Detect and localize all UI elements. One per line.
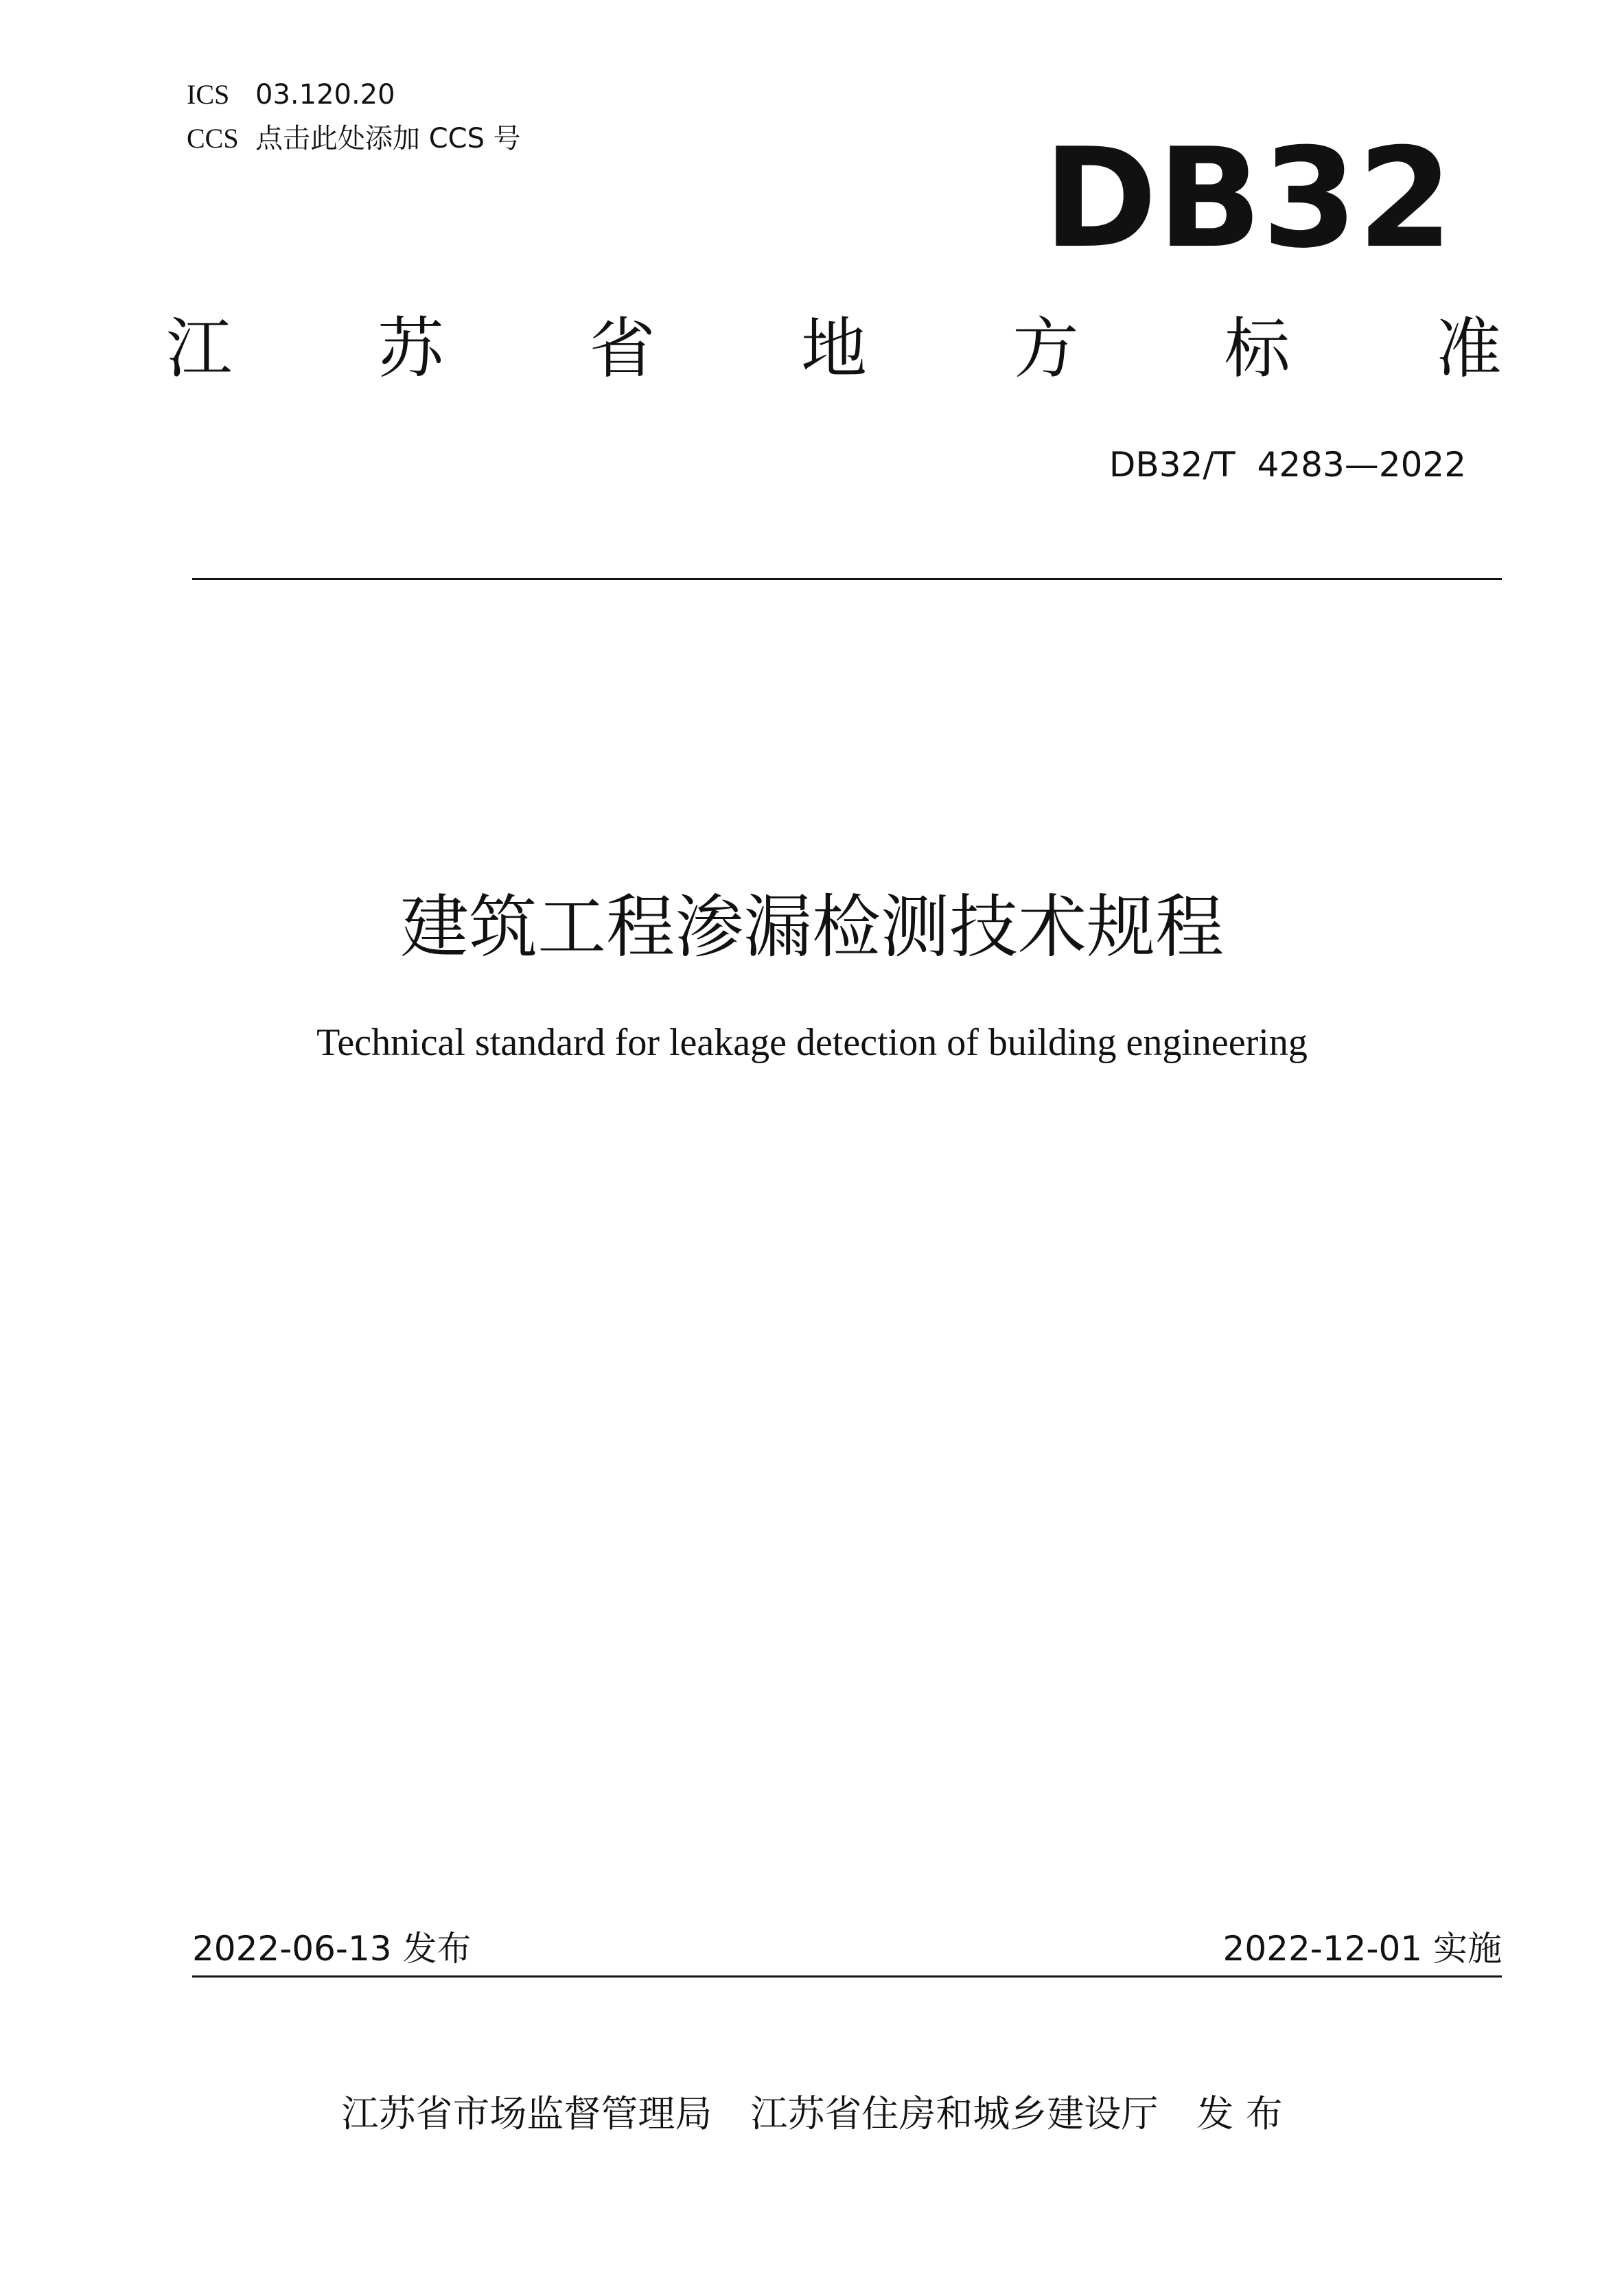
implementation-date: 2022-12-01 实施 — [1222, 1929, 1502, 1969]
issuer-agency-1: 江苏省市场监督管理局 — [341, 2092, 712, 2135]
issuer-action: 发 布 — [1196, 2092, 1283, 2135]
ics-code-row — [187, 74, 395, 115]
english-title: Technical standard for leakage detection of building engineering — [316, 1021, 1308, 1064]
issuer-agency-2: 江苏省住房和城乡建设厅 — [750, 2092, 1159, 2135]
standard-type-char: 标 — [1224, 310, 1290, 387]
ics-label: ICS — [187, 79, 230, 110]
ccs-label: CCS — [187, 123, 239, 154]
ccs-code-row — [187, 118, 521, 159]
ccs-value: 点击此处添加 CCS 号 — [255, 123, 521, 154]
standard-number: DB32/T 4283—2022 — [1109, 445, 1466, 485]
chinese-title: 建筑工程渗漏检测技术规程 — [400, 887, 1224, 967]
top-divider — [192, 578, 1502, 580]
ics-value: 03.120.20 — [255, 79, 395, 111]
db32-logo: DB32 — [1043, 119, 1453, 279]
standard-type-char: 方 — [1012, 310, 1079, 387]
standard-type-char: 江 — [166, 310, 232, 387]
standard-type-char: 地 — [800, 310, 867, 387]
standard-type-char: 苏 — [378, 310, 444, 387]
issue-date: 2022-06-13 发布 — [192, 1929, 472, 1969]
issuers-line — [0, 2087, 1624, 2142]
standard-type-heading — [158, 308, 1510, 390]
standard-type-char: 省 — [589, 310, 656, 387]
standard-type-char: 准 — [1435, 310, 1502, 387]
bottom-divider — [192, 1975, 1502, 1978]
